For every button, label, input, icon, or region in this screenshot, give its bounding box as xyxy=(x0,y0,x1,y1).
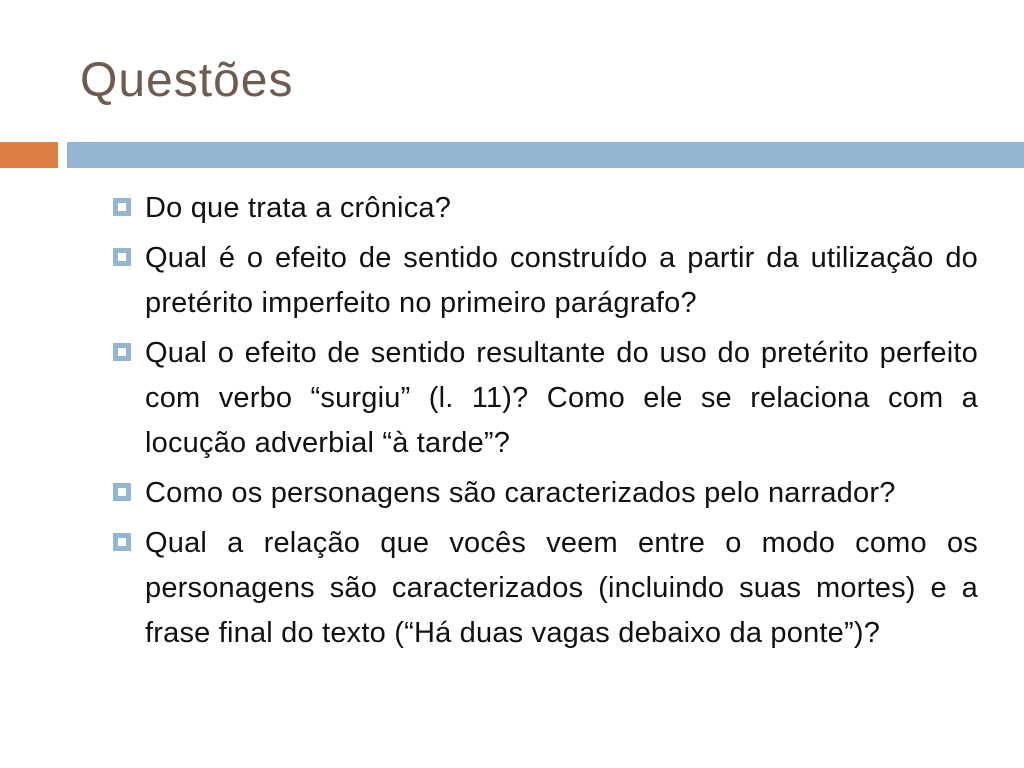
question-text: Qual a relação que vocês veem entre o modo como os personagens são caracterizados (incluindo suas mortes) e a frase final do texto (“Há duas vagas debaixo da ponte”)? xyxy=(145,527,978,649)
question-item xyxy=(113,186,978,231)
slide-title: Questões xyxy=(80,54,294,107)
question-text: Como os personagens são caracterizados pelo narrador? xyxy=(145,477,896,509)
question-item xyxy=(113,331,978,466)
question-text: Qual o efeito de sentido resultante do uso do pretérito perfeito com verbo “surgiu” (l. 11)? Como ele se relaciona com a locução adverbial “à tarde”? xyxy=(145,337,978,459)
question-list xyxy=(113,186,978,661)
square-bullet-icon xyxy=(113,248,131,266)
square-bullet-icon xyxy=(113,343,131,361)
divider-band xyxy=(67,142,1024,168)
question-item xyxy=(113,521,978,656)
question-text: Do que trata a crônica? xyxy=(145,192,452,224)
question-item xyxy=(113,471,978,516)
square-bullet-icon xyxy=(113,483,131,501)
question-item xyxy=(113,236,978,326)
square-bullet-icon xyxy=(113,533,131,551)
accent-rectangle xyxy=(0,142,58,168)
square-bullet-icon xyxy=(113,198,131,216)
question-text: Qual é o efeito de sentido construído a partir da utilização do pretérito imperfeito no primeiro parágrafo? xyxy=(145,242,978,319)
